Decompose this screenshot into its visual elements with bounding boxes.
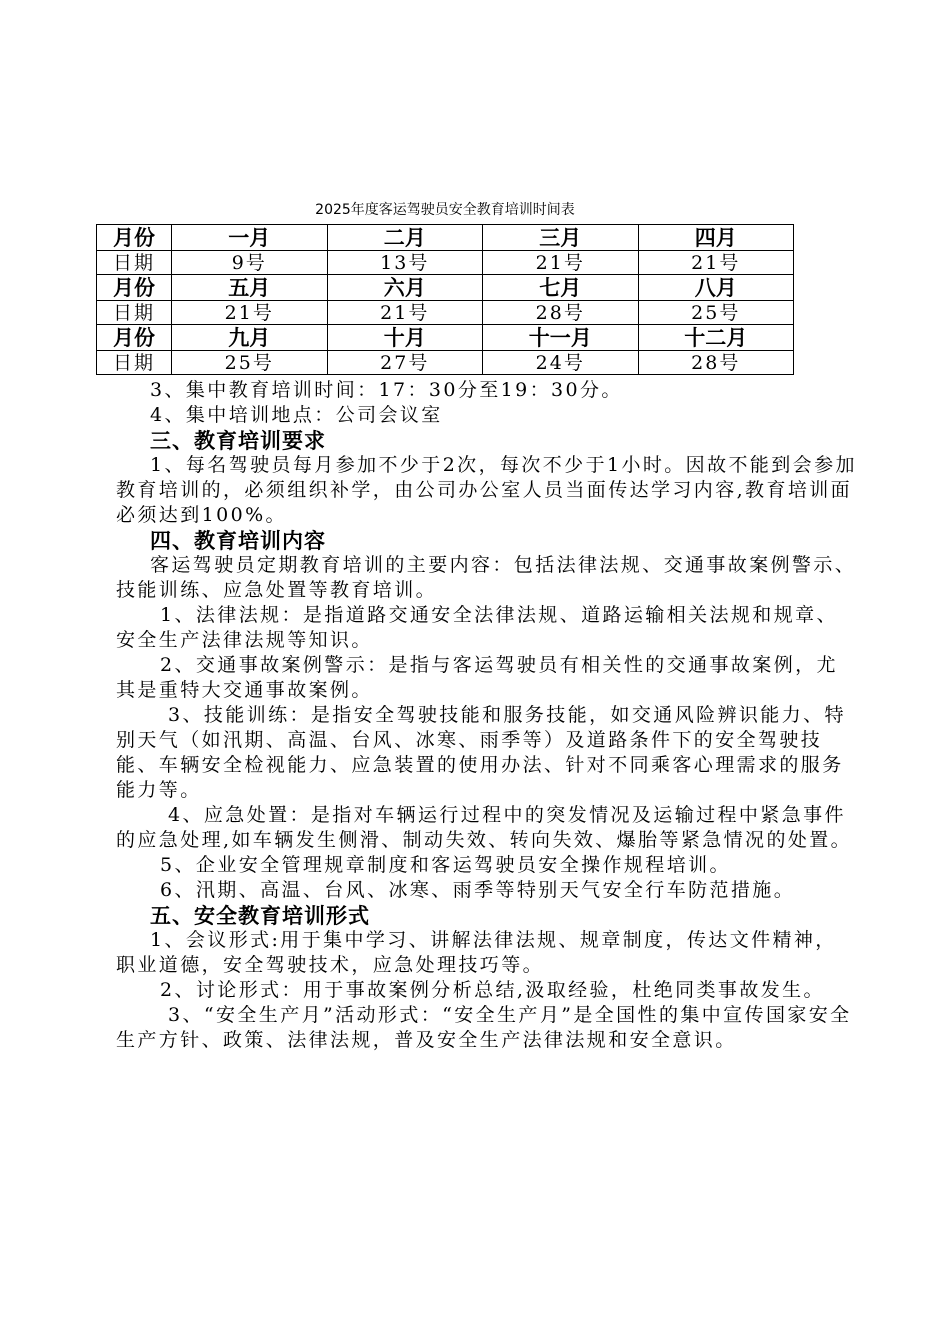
month-row	[97, 225, 794, 251]
date-row	[97, 251, 794, 275]
paragraph-form-2: 2、讨论形式：用于事故案例分析总结,汲取经验，杜绝同类事故发生。	[160, 979, 825, 1001]
date-cell: 28号	[483, 301, 639, 325]
month-row-header: 月份	[97, 325, 172, 351]
month-cell: 十一月	[483, 325, 639, 351]
paragraph-form-1: 1、会议形式:用于集中学习、讲解法律法规、规章制度，传达文件精神，职业道德，安全驾驶技术，应急处理技巧等。	[116, 929, 837, 976]
paragraph-requirement-1: 1、每名驾驶员每月参加不少于2次，每次不少于1小时。因故不能到会参加教育培训的，必须组织补学，由公司办公室人员当面传达学习内容,教育培训面必须达到100%。	[116, 454, 857, 526]
section-heading-forms: 五、安全教育培训形式	[150, 903, 370, 928]
paragraph-content-5: 5、企业安全管理规章制度和客运驾驶员安全操作规程培训。	[160, 854, 731, 876]
month-cell: 五月	[172, 275, 328, 301]
date-cell: 21号	[638, 251, 794, 275]
month-cell: 三月	[483, 225, 639, 251]
paragraph-content-intro: 客运驾驶员定期教育培训的主要内容：包括法律法规、交通事故案例警示、技能训练、应急处置等教育培训。	[116, 554, 857, 601]
date-cell: 28号	[638, 351, 794, 375]
month-row	[97, 325, 794, 351]
month-cell: 六月	[327, 275, 483, 301]
month-cell: 八月	[638, 275, 794, 301]
date-row-header: 日期	[97, 301, 172, 325]
paragraph-training-time: 3、集中教育培训时间：17：30分至19：30分。	[150, 379, 623, 401]
paragraph-content-6: 6、汛期、高温、台风、冰寒、雨季等特别天气安全行车防范措施。	[160, 879, 796, 901]
document-body	[116, 378, 858, 1053]
month-cell: 四月	[638, 225, 794, 251]
date-cell: 21号	[172, 301, 328, 325]
date-row-header: 日期	[97, 351, 172, 375]
section-heading-content: 四、教育培训内容	[150, 528, 326, 553]
date-cell: 9号	[172, 251, 328, 275]
paragraph-form-3: 3、“安全生产月”活动形式：“安全生产月”是全国性的集中宣传国家安全生产方针、政策、法律法规，普及安全生产法律法规和安全意识。	[116, 1004, 852, 1051]
month-cell: 十二月	[638, 325, 794, 351]
training-schedule-table	[96, 224, 794, 375]
paragraph-content-4: 4、应急处置：是指对车辆运行过程中的突发情况及运输过程中紧急事件的应急处理,如车辆发生侧滑、制动失效、转向失效、爆胎等紧急情况的处置。	[116, 804, 853, 851]
month-row	[97, 275, 794, 301]
date-row	[97, 301, 794, 325]
date-cell: 21号	[483, 251, 639, 275]
date-cell: 25号	[172, 351, 328, 375]
month-cell: 一月	[172, 225, 328, 251]
month-row-header: 月份	[97, 275, 172, 301]
date-cell: 27号	[327, 351, 483, 375]
date-cell: 21号	[327, 301, 483, 325]
paragraph-content-2: 2、交通事故案例警示：是指与客运驾驶员有相关性的交通事故案例，尤其是重特大交通事故案例。	[116, 654, 838, 701]
paragraph-content-3: 3、技能训练：是指安全驾驶技能和服务技能，如交通风险辨识能力、特别天气（如汛期、高温、台风、冰寒、雨季等）及道路条件下的安全驾驶技能、车辆安全检视能力、应急装置的使用办法、针对不同乘客心理需求的服务能力等。	[116, 704, 846, 801]
date-cell: 13号	[327, 251, 483, 275]
section-heading-requirements: 三、教育培训要求	[150, 428, 326, 453]
month-cell: 七月	[483, 275, 639, 301]
month-cell: 二月	[327, 225, 483, 251]
month-row-header: 月份	[97, 225, 172, 251]
date-cell: 24号	[483, 351, 639, 375]
date-row-header: 日期	[97, 251, 172, 275]
table-caption: 2025年度客运驾驶员安全教育培训时间表	[315, 202, 575, 218]
month-cell: 十月	[327, 325, 483, 351]
month-cell: 九月	[172, 325, 328, 351]
paragraph-training-place: 4、集中培训地点：公司会议室	[150, 404, 443, 426]
date-row	[97, 351, 794, 375]
date-cell: 25号	[638, 301, 794, 325]
paragraph-content-1: 1、法律法规：是指道路交通安全法律法规、道路运输相关法规和规章、安全生产法律法规等知识。	[116, 604, 838, 651]
